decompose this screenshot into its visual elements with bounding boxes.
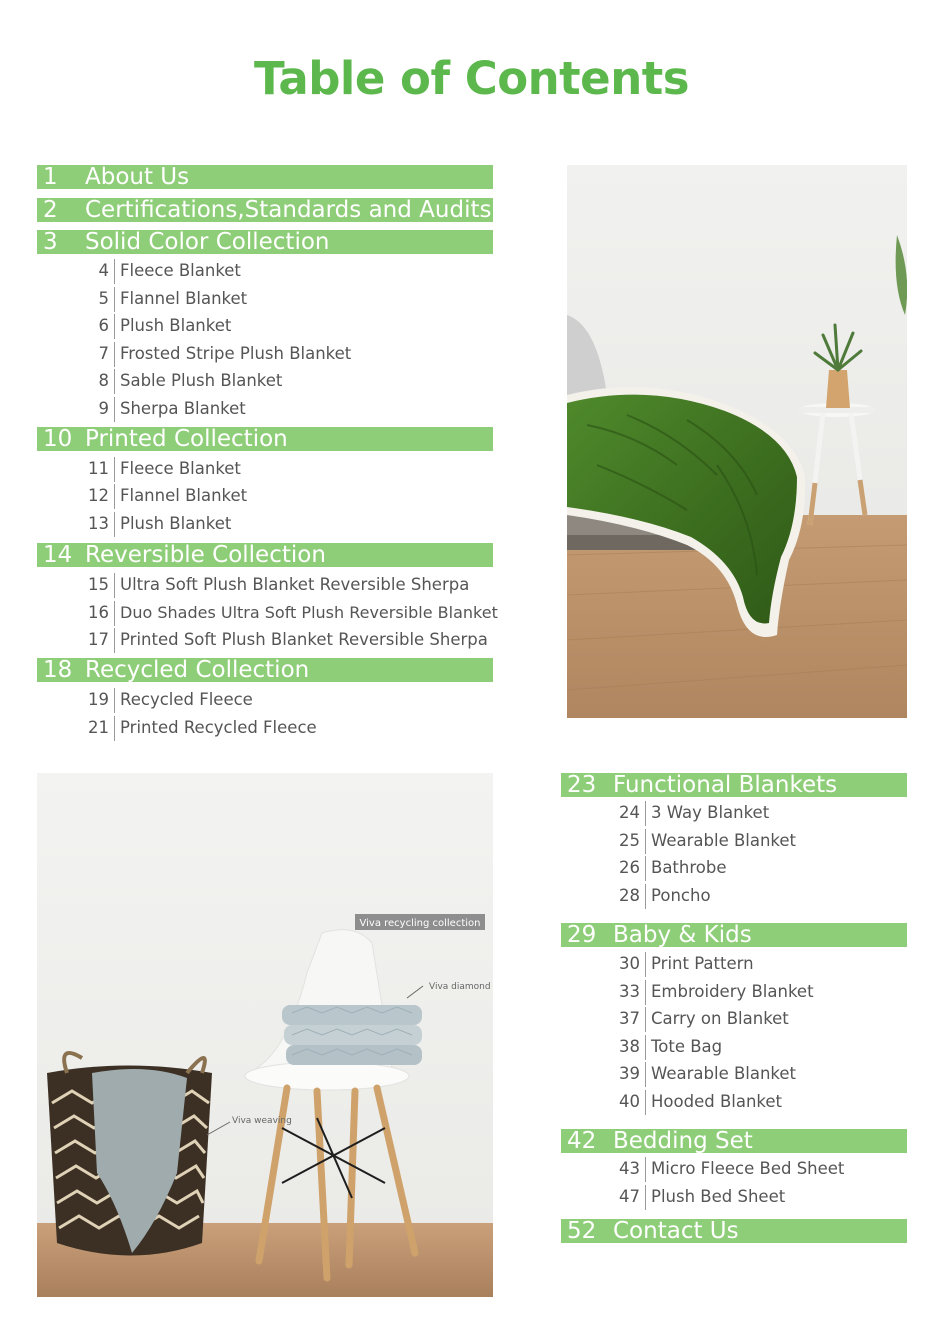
- section-number: 10: [43, 427, 73, 451]
- section-label: Recycled Collection: [85, 658, 310, 682]
- item-label: Frosted Stripe Plush Blanket: [120, 344, 352, 363]
- item-divider: [114, 601, 115, 626]
- item-number: 37: [619, 1009, 640, 1028]
- item-number: 19: [88, 690, 109, 709]
- item-number: 8: [98, 371, 109, 390]
- item-label: Printed Recycled Fleece: [120, 718, 317, 737]
- item-divider: [645, 856, 646, 881]
- item-number: 21: [88, 718, 109, 737]
- item-label: Plush Blanket: [120, 514, 232, 533]
- item-divider: [645, 1062, 646, 1087]
- item-divider: [114, 628, 115, 653]
- item-label: Flannel Blanket: [120, 486, 248, 505]
- item-label: Wearable Blanket: [651, 1064, 797, 1083]
- item-divider: [114, 259, 115, 284]
- toc-section[interactable]: [37, 658, 493, 682]
- item-number: 15: [88, 575, 109, 594]
- section-label: Bedding Set: [613, 1129, 753, 1153]
- item-divider: [114, 512, 115, 537]
- item-number: 9: [98, 399, 109, 418]
- item-divider: [645, 829, 646, 854]
- item-divider: [645, 801, 646, 826]
- item-number: 30: [619, 954, 640, 973]
- section-label: Solid Color Collection: [85, 230, 330, 254]
- section-number: 18: [43, 658, 73, 682]
- section-number: 3: [43, 230, 58, 254]
- item-divider: [645, 980, 646, 1005]
- item-number: 25: [619, 831, 640, 850]
- diamond-label: Viva diamond: [429, 982, 491, 992]
- toc-section[interactable]: [37, 198, 493, 222]
- toc-section[interactable]: [37, 165, 493, 189]
- item-number: 40: [619, 1092, 640, 1111]
- item-divider: [645, 1035, 646, 1060]
- toc-section[interactable]: [37, 543, 493, 567]
- item-label: Tote Bag: [651, 1037, 723, 1056]
- item-label: Fleece Blanket: [120, 261, 241, 280]
- item-divider: [645, 1185, 646, 1210]
- section-number: 42: [567, 1129, 597, 1153]
- section-label: Functional Blankets: [613, 773, 838, 797]
- item-number: 6: [98, 316, 109, 335]
- item-number: 43: [619, 1159, 640, 1178]
- green-blanket-illustration: [567, 165, 907, 718]
- section-label: Contact Us: [613, 1219, 739, 1243]
- item-divider: [114, 688, 115, 713]
- item-number: 28: [619, 886, 640, 905]
- chair-basket-illustration: [37, 773, 493, 1297]
- item-divider: [114, 342, 115, 367]
- toc-section[interactable]: [561, 773, 907, 797]
- item-label: Duo Shades Ultra Soft Plush Reversible Blanket: [120, 603, 498, 622]
- item-divider: [114, 573, 115, 598]
- item-number: 17: [88, 630, 109, 649]
- toc-section[interactable]: [561, 923, 907, 947]
- section-label: Reversible Collection: [85, 543, 326, 567]
- item-divider: [645, 1007, 646, 1032]
- item-number: 24: [619, 803, 640, 822]
- item-label: Printed Soft Plush Blanket Reversible Sherpa: [120, 630, 488, 649]
- item-label: Plush Bed Sheet: [651, 1187, 786, 1206]
- section-label: Baby & Kids: [613, 923, 752, 947]
- item-label: Carry on Blanket: [651, 1009, 789, 1028]
- item-label: Wearable Blanket: [651, 831, 797, 850]
- blanket-photo: [567, 165, 907, 718]
- item-number: 16: [88, 603, 109, 622]
- item-divider: [114, 484, 115, 509]
- item-number: 33: [619, 982, 640, 1001]
- item-label: 3 Way Blanket: [651, 803, 770, 822]
- page-title: Table of Contents: [253, 52, 690, 105]
- item-divider: [114, 369, 115, 394]
- item-divider: [114, 287, 115, 312]
- item-label: Plush Blanket: [120, 316, 232, 335]
- section-label: About Us: [85, 165, 190, 189]
- weaving-label: Viva weaving: [232, 1116, 292, 1126]
- item-number: 5: [98, 289, 109, 308]
- section-number: 2: [43, 198, 58, 222]
- item-number: 11: [88, 459, 109, 478]
- item-label: Print Pattern: [651, 954, 754, 973]
- item-number: 26: [619, 858, 640, 877]
- item-divider: [114, 397, 115, 422]
- item-number: 47: [619, 1187, 640, 1206]
- item-label: Sable Plush Blanket: [120, 371, 283, 390]
- item-label: Bathrobe: [651, 858, 727, 877]
- item-divider: [114, 716, 115, 741]
- item-label: Ultra Soft Plush Blanket Reversible Sherpa: [120, 575, 470, 594]
- item-divider: [645, 884, 646, 909]
- item-number: 39: [619, 1064, 640, 1083]
- toc-section[interactable]: [37, 427, 493, 451]
- item-label: Sherpa Blanket: [120, 399, 246, 418]
- toc-section[interactable]: [561, 1219, 907, 1243]
- toc-section[interactable]: [37, 230, 493, 254]
- item-label: Embroidery Blanket: [651, 982, 814, 1001]
- item-divider: [645, 1090, 646, 1115]
- section-label: Certifications,Standards and Audits: [85, 198, 492, 222]
- section-label: Printed Collection: [85, 427, 288, 451]
- section-number: 23: [567, 773, 597, 797]
- toc-section[interactable]: [561, 1129, 907, 1153]
- section-number: 29: [567, 923, 597, 947]
- recycling-photo: [37, 773, 493, 1297]
- item-label: Recycled Fleece: [120, 690, 253, 709]
- section-number: 1: [43, 165, 58, 189]
- collection-tag: Viva recycling collection: [359, 918, 481, 929]
- item-label: Flannel Blanket: [120, 289, 248, 308]
- item-number: 13: [88, 514, 109, 533]
- item-divider: [114, 457, 115, 482]
- item-divider: [645, 1157, 646, 1182]
- item-number: 7: [98, 344, 109, 363]
- item-label: Hooded Blanket: [651, 1092, 783, 1111]
- section-number: 52: [567, 1219, 597, 1243]
- item-divider: [114, 314, 115, 339]
- item-label: Poncho: [651, 886, 711, 905]
- item-number: 38: [619, 1037, 640, 1056]
- item-label: Micro Fleece Bed Sheet: [651, 1159, 845, 1178]
- item-divider: [645, 952, 646, 977]
- item-label: Fleece Blanket: [120, 459, 241, 478]
- item-number: 4: [98, 261, 109, 280]
- item-number: 12: [88, 486, 109, 505]
- section-number: 14: [43, 543, 73, 567]
